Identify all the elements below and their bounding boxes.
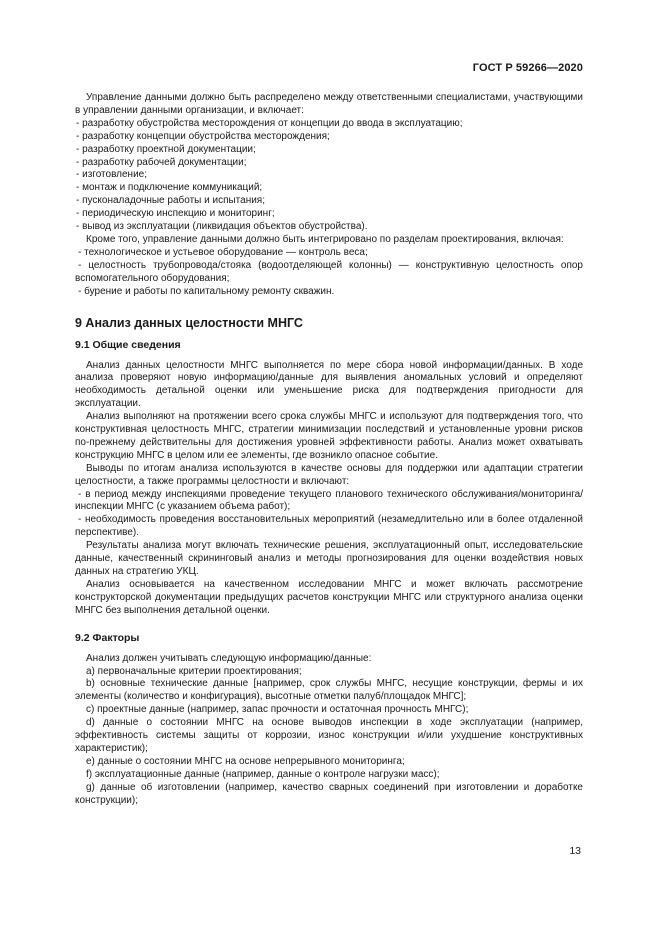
list-item: a) первоначальные критерии проектирования;	[86, 665, 302, 677]
list-item: e) данные о состоянии МНГС на основе непрерывного мониторинга;	[86, 755, 405, 767]
list-item: - вывод из эксплуатации (ликвидация объектов обустройства).	[76, 221, 368, 233]
list-item: - технологическое и устьевое оборудование — контроль веса;	[78, 246, 368, 258]
paragraph: Анализ основывается на качественном исследовании МНГС и может включать рассмотрение конструкторской документации предыдущих расчетов конструкции МНГС или структурного анализа оценки МНГС без выполнения детальной оценки.	[75, 578, 583, 616]
intro-list	[75, 118, 583, 234]
list-item: - разработку рабочей документации;	[76, 156, 247, 168]
list-item: - изготовление;	[76, 169, 148, 181]
list-item: - пусконаладочные работы и испытания;	[76, 195, 265, 207]
list-item: - необходимость проведения восстановительных мероприятий (незамедлительно или в более отдаленной перспективе).	[75, 514, 583, 539]
list-item: f) эксплуатационные данные (например, данные о контроле нагрузки масс);	[86, 768, 440, 780]
list-item: - бурение и работы по капитальному ремонту скважин.	[78, 285, 335, 297]
paragraph: Анализ данных целостности МНГС выполняется по мере сбора новой информации/данных. В ходе анализа проверяют новую информацию/данные для выявления аномальных условий и определяют необходимость детальной оценки или уменьшение риска для подтверждения пригодности для эксплуатации.	[75, 359, 583, 410]
intro-paragraph-2: Кроме того, управление данными должно быть интегрировано по разделам проектирования, включая:	[86, 233, 564, 245]
page-number: 13	[569, 845, 581, 857]
document-header: ГОСТ Р 59266—2020	[472, 62, 583, 74]
list-item: - разработку обустройства месторождения от концепции до ввода в эксплуатацию;	[76, 117, 463, 129]
list-item: - в период между инспекциями проведение текущего планового технического обслуживания/мониторинга/инспекции МНГС (с указанием объема работ);	[75, 488, 583, 513]
paragraph: Анализ выполняют на протяжении всего срока службы МНГС и используют для подтверждения того, что конструктивная целостность МНГС, стратегии минимизации последствий и установленные уровни рисков по-прежнему действительны для достижения уровней эффективности работы. Анализ может охватывать конструкцию МНГС в целом или ее элементы, где возникло опасное событие.	[75, 411, 583, 461]
list-item: c) проектные данные (например, запас прочности и остаточная прочность МНГС);	[86, 704, 469, 716]
paragraph: Результаты анализа могут включать технические решения, эксплуатационный опыт, исследовательские данные, качественный скрининговый анализ и методы прогнозирования для оценки воздействия новых данных на стратегию УКЦ.	[75, 540, 583, 577]
list-item: d) данные о состоянии МНГС на основе выводов инспекции в ходе эксплуатации (например, эффективность системы защиты от коррозии, износ конструкции и/или ухудшение конструктивных характеристик);	[75, 717, 583, 754]
intro-paragraph: Управление данными должно быть распределено между ответственными специалистами, участвующими в управлении данными организации, и включает:	[75, 92, 583, 116]
intro-list-2	[75, 247, 583, 299]
list-item: - монтаж и подключение коммуникаций;	[76, 182, 263, 194]
section-9-1-heading: 9.1 Общие сведения	[75, 338, 181, 351]
paragraph: Анализ должен учитывать следующую информацию/данные:	[86, 652, 372, 664]
list-item: - разработку концепции обустройства месторождения;	[76, 130, 330, 142]
list-item: - периодическую инспекцию и мониторинг;	[76, 208, 275, 220]
section-9-heading: 9 Анализ данных целостности МНГС	[75, 315, 303, 330]
list-item: b) основные технические данные [например, срок службы МНГС, несущие конструкции, фермы и их элементы (количество и конфигурация), высотные отметки палуб/площадок МНГС];	[75, 678, 583, 703]
list-item: g) данные об изготовлении (например, качество сварных соединений при изготовлении и доработке конструкции);	[75, 781, 583, 806]
paragraph: Выводы по итогам анализа используются в качестве основы для поддержки или адаптации стратегии целостности, а также программы целостности и включают:	[75, 462, 583, 487]
list-item: - целостность трубопровода/стояка (водоотделяющей колонны) — конструктивную целостность опор вспомогательного оборудования;	[75, 259, 583, 284]
section-9-2-heading: 9.2 Факторы	[75, 631, 140, 644]
document-body	[75, 92, 583, 808]
list-item: - разработку проектной документации;	[76, 143, 256, 155]
